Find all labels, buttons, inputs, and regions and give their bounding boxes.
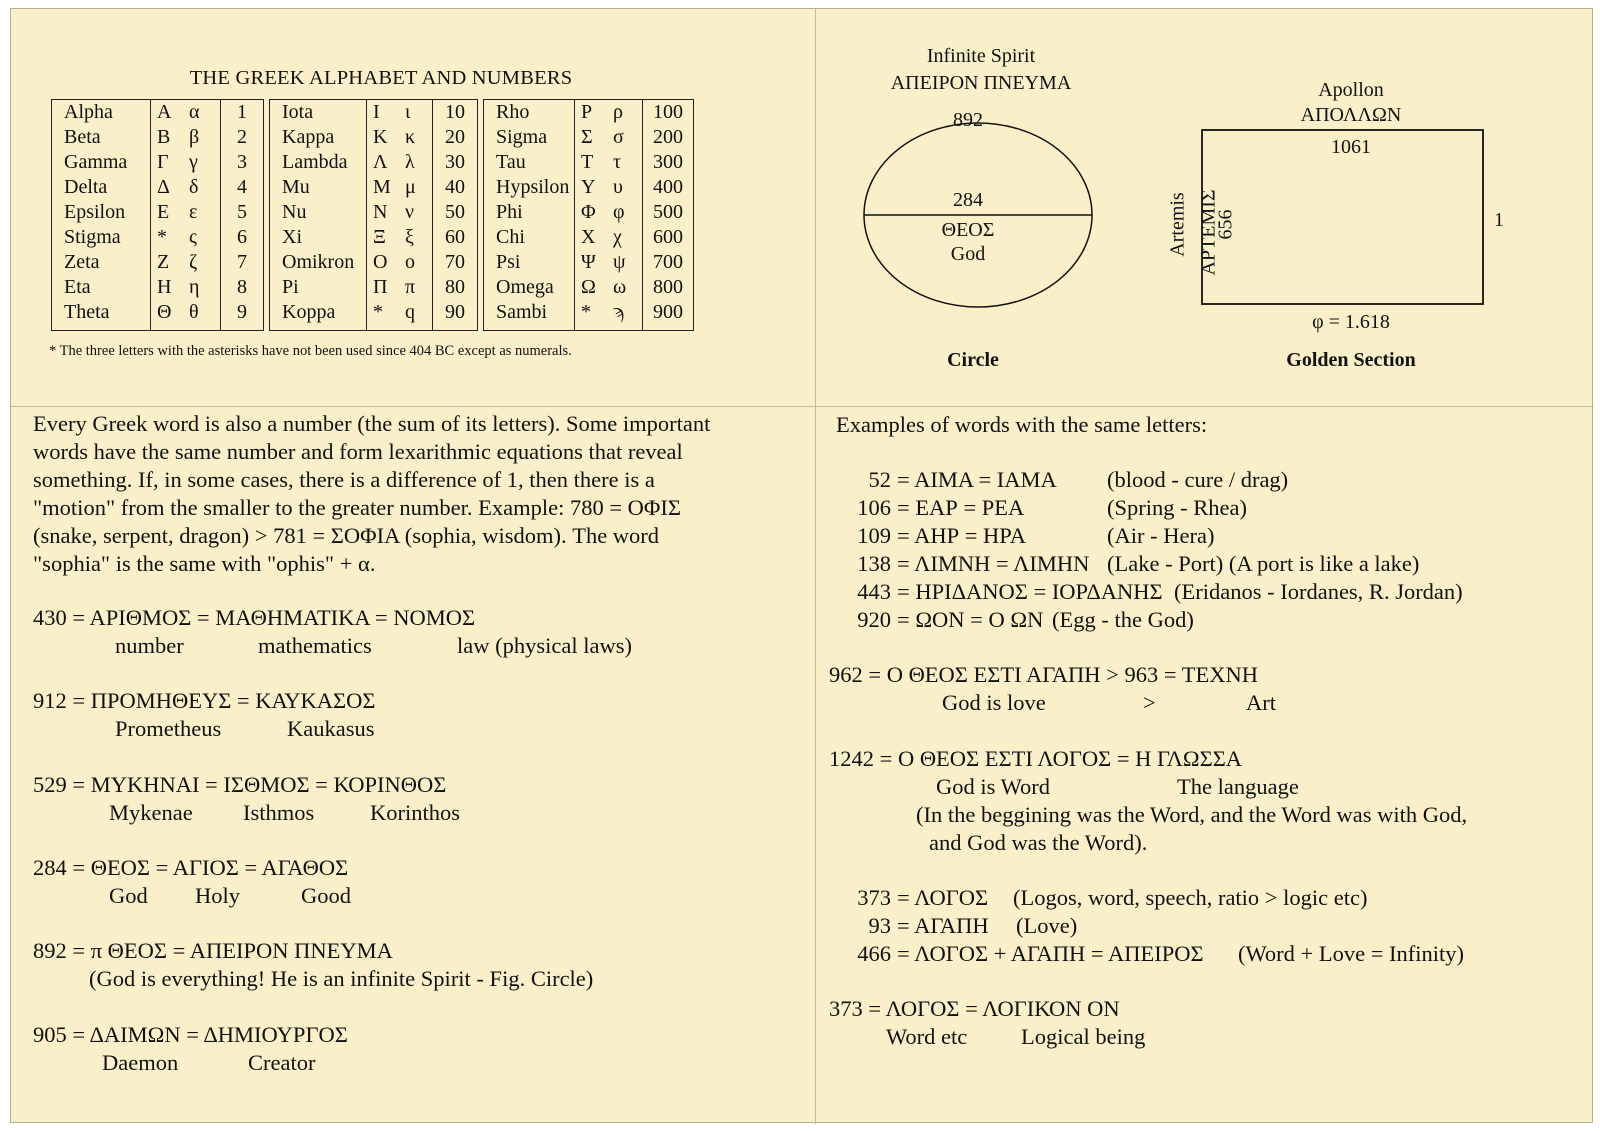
letter-glyphs: Χ χ (581, 226, 622, 248)
letter-value: 3 (237, 151, 247, 173)
logos-eq: = ΑΓΑΠΗ (897, 913, 989, 938)
gloss-daemon: Daemon (102, 1050, 179, 1075)
intro-line: "sophia" is the same with "ophis" + α. (33, 551, 376, 576)
horizontal-divider (11, 406, 1594, 407)
letter-name: Alpha (64, 101, 113, 123)
golden-top-greek: ΑΠΟΛΛΩΝ (1300, 104, 1402, 126)
logos-eq: = ΛΟΓΟΣ + ΑΓΑΠΗ = ΑΠΕΙΡΟΣ (897, 941, 1204, 966)
equation-892: 892 = π ΘΕΟΣ = ΑΠΕΙΡΟΝ ΠΝΕΥΜΑ (33, 938, 393, 963)
circle-greek-god: ΘΕΟΣ (941, 219, 995, 241)
name-column (484, 100, 574, 330)
equation-1242: 1242 = Ο ΘΕΟΣ ΕΣΤΙ ΛΟΓΟΣ = Η ΓΛΩΣΣΑ (829, 746, 1243, 771)
logos-meaning: (Logos, word, speech, ratio > logic etc) (1013, 885, 1368, 910)
glyph-column (150, 100, 220, 330)
anagram-meaning: (Lake - Port) (A port is like a lake) (1107, 551, 1420, 576)
intro-line: (snake, serpent, dragon) > 781 = ΣΟΦΙΑ (sophia, wisdom). The word (33, 523, 660, 548)
glyph-column (366, 100, 432, 330)
gloss-kaukasus: Kaukasus (287, 716, 375, 741)
intro-line: words have the same number and form lexarithmic equations that reveal (33, 439, 683, 464)
intro-line: "motion" from the smaller to the greater number. Example: 780 = ΟΦΙΣ (33, 495, 681, 520)
letter-name: Rho (496, 101, 530, 123)
anagram-eq: = ΛΙΜΝΗ = ΛΙΜΗΝ (897, 551, 1090, 576)
anagram-eq: = ΩΟΝ = Ο ΩΝ (897, 607, 1044, 632)
letter-glyphs: Ε ε (157, 201, 198, 223)
letter-value: 70 (445, 251, 465, 273)
letter-glyphs: * ϡ (581, 301, 625, 323)
letter-value: 90 (445, 301, 465, 323)
letter-name: Beta (64, 126, 101, 148)
gloss-mathematics: mathematics (258, 633, 372, 658)
letter-value: 6 (237, 226, 247, 248)
anagram-eq: = ΕΑΡ = ΡΕΑ (897, 495, 1025, 520)
alphabet-group-2 (269, 99, 478, 331)
letter-name: Koppa (282, 301, 336, 323)
letter-glyphs: Ν ν (373, 201, 415, 223)
anagram-num: 106 (857, 495, 891, 520)
anagram-num: 52 (868, 467, 891, 492)
letter-name: Pi (282, 276, 299, 298)
golden-caption: Golden Section (1286, 349, 1416, 371)
letter-glyphs: Υ υ (581, 176, 623, 198)
equation-529: 529 = ΜΥΚΗΝΑΙ = ΙΣΘΜΟΣ = ΚΟΡΙΝΘΟΣ (33, 772, 447, 797)
letter-name: Sambi (496, 301, 548, 323)
gloss-god-is-word: God is Word (936, 774, 1051, 799)
equation-373: 373 = ΛΟΓΟΣ = ΛΟΓΙΚΟΝ ΟΝ (829, 996, 1120, 1021)
equation-284: 284 = ΘΕΟΣ = ΑΓΙΟΣ = ΑΓΑΘΟΣ (33, 855, 349, 880)
letter-glyphs: Β β (157, 126, 200, 148)
letter-name: Epsilon (64, 201, 126, 223)
letter-name: Chi (496, 226, 525, 248)
sheet (10, 8, 1593, 1123)
letter-name: Kappa (282, 126, 335, 148)
vertical-divider (815, 9, 816, 1124)
letter-value: 4 (237, 176, 247, 198)
alphabet-title: THE GREEK ALPHABET AND NUMBERS (189, 67, 573, 89)
letter-glyphs: Η η (157, 276, 200, 298)
letter-name: Phi (496, 201, 523, 223)
letter-value: 50 (445, 201, 465, 223)
gloss-prometheus: Prometheus (115, 716, 222, 741)
intro-paragraph (33, 410, 710, 578)
letter-glyphs: Α α (157, 101, 200, 123)
letter-glyphs: Δ δ (157, 176, 199, 198)
letter-value: 40 (445, 176, 465, 198)
letter-glyphs: Μ μ (373, 176, 416, 198)
letter-glyphs: Ω ω (581, 276, 627, 298)
gloss-greater-than: > (1143, 690, 1156, 715)
anagram-meaning: (Eridanos - Iordanes, R. Jordan) (1174, 579, 1463, 604)
letter-name: Omikron (282, 251, 355, 273)
letter-glyphs: Ι ι (373, 101, 411, 123)
letter-name: Nu (282, 201, 307, 223)
circle-value-diameter: 284 (953, 189, 983, 211)
letter-value: 500 (653, 201, 683, 223)
name-column (52, 100, 150, 330)
gloss-god-is-love: God is love (942, 690, 1046, 715)
letter-glyphs: Π π (373, 276, 416, 298)
name-column (270, 100, 366, 330)
letter-value: 900 (653, 301, 683, 323)
circle-top-greek: ΑΠΕΙΡΟΝ ΠΝΕΥΜΑ (890, 72, 1072, 94)
anagram-meaning: (Spring - Rhea) (1107, 495, 1247, 520)
letter-value: 80 (445, 276, 465, 298)
letter-value: 100 (653, 101, 683, 123)
letter-name: Tau (496, 151, 526, 173)
letter-name: Eta (64, 276, 91, 298)
letter-value: 7 (237, 251, 247, 273)
alphabet-footnote: * The three letters with the asterisks have not been used since 404 BC except as numerals. (49, 343, 572, 359)
letter-name: Theta (64, 301, 110, 323)
intro-line: something. If, in some cases, there is a difference of 1, then there is a (33, 467, 655, 492)
gloss-the-language: The language (1177, 774, 1299, 799)
letter-glyphs: * ς (157, 226, 197, 248)
letter-name: Psi (496, 251, 521, 273)
letter-glyphs: * q (373, 301, 415, 323)
letter-value: 600 (653, 226, 683, 248)
letter-value: 5 (237, 201, 247, 223)
alphabet-group-1 (51, 99, 264, 331)
logos-num: 373 (857, 885, 891, 910)
anagram-num: 920 (857, 607, 891, 632)
letter-value: 200 (653, 126, 683, 148)
intro-line: Every Greek word is also a number (the sum of its letters). Some important (33, 411, 711, 436)
letter-name: Sigma (496, 126, 548, 148)
equation-912: 912 = ΠΡΟΜΗΘΕΥΣ = ΚΑΥΚΑΣΟΣ (33, 688, 376, 713)
quote-line: (In the beggining was the Word, and the Word was with God, (916, 802, 1468, 827)
logos-num: 93 (868, 913, 891, 938)
alphabet-group-3 (483, 99, 694, 331)
letter-glyphs: Θ θ (157, 301, 199, 323)
gloss-holy: Holy (195, 883, 240, 908)
anagram-num: 138 (857, 551, 891, 576)
equation-430: 430 = ΑΡΙΘΜΟΣ = ΜΑΘΗΜΑΤΙΚΑ = ΝΟΜΟΣ (33, 605, 476, 630)
golden-right-value: 1 (1494, 209, 1504, 231)
letter-value: 700 (653, 251, 683, 273)
gloss-number: number (115, 633, 184, 658)
letter-glyphs: Ρ ρ (581, 101, 623, 123)
logos-eq: = ΛΟΓΟΣ (897, 885, 989, 910)
gloss-god: God (109, 883, 148, 908)
letter-glyphs: Τ τ (581, 151, 622, 173)
letter-name: Gamma (64, 151, 128, 173)
letter-name: Xi (282, 226, 302, 248)
gloss-word-etc: Word etc (886, 1024, 968, 1049)
letter-name: Mu (282, 176, 310, 198)
value-column (642, 100, 693, 330)
gloss-good: Good (301, 883, 351, 908)
logos-meaning: (Love) (1016, 913, 1078, 938)
letter-value: 400 (653, 176, 683, 198)
circle-value-top: 892 (953, 109, 983, 131)
letter-glyphs: Σ σ (581, 126, 624, 148)
anagram-eq: = ΗΡΙΔΑΝΟΣ = ΙΟΡΔΑΝΗΣ (897, 579, 1163, 604)
letter-name: Lambda (282, 151, 348, 173)
quote-line: and God was the Word). (929, 830, 1148, 855)
letter-value: 9 (237, 301, 247, 323)
value-column (220, 100, 263, 330)
letter-name: Omega (496, 276, 554, 298)
letter-glyphs: Λ λ (373, 151, 415, 173)
letter-glyphs: Ο ο (373, 251, 415, 273)
letter-value: 8 (237, 276, 247, 298)
letter-name: Zeta (64, 251, 100, 273)
letter-value: 10 (445, 101, 465, 123)
golden-top-label: Apollon (1318, 79, 1384, 101)
letter-name: Iota (282, 101, 314, 123)
letter-value: 20 (445, 126, 465, 148)
letter-name: Delta (64, 176, 108, 198)
anagram-meaning: (Air - Hera) (1107, 523, 1215, 548)
golden-phi: φ = 1.618 (1312, 311, 1390, 333)
letter-glyphs: Γ γ (157, 151, 198, 173)
glyph-column (574, 100, 642, 330)
letter-glyphs: Ψ ψ (581, 251, 626, 273)
letter-glyphs: Κ κ (373, 126, 416, 148)
anagram-eq: = ΑΗΡ = ΗΡΑ (897, 523, 1026, 548)
logos-meaning: (Word + Love = Infinity) (1238, 941, 1465, 966)
letter-value: 60 (445, 226, 465, 248)
letter-value: 1 (237, 101, 247, 123)
circle-top-label: Infinite Spirit (926, 45, 1036, 67)
golden-side-value: 656 (1214, 209, 1237, 240)
anagram-heading: Examples of words with the same letters: (836, 412, 1208, 437)
golden-side-label: Artemis (1166, 192, 1189, 257)
anagram-meaning: (blood - cure / drag) (1107, 467, 1289, 492)
letter-value: 800 (653, 276, 683, 298)
gloss-infinite-spirit: (God is everything! He is an infinite Spirit - Fig. Circle) (89, 966, 594, 991)
letter-glyphs: Φ φ (581, 201, 625, 223)
letter-glyphs: Ζ ζ (157, 251, 198, 273)
circle-caption: Circle (947, 349, 999, 371)
gloss-logical-being: Logical being (1021, 1024, 1146, 1049)
letter-value: 300 (653, 151, 683, 173)
anagram-meaning: (Egg - the God) (1052, 607, 1194, 632)
golden-side-greek: ΑΡΤΕΜΙΣ (1197, 189, 1220, 276)
gloss-law: law (physical laws) (457, 633, 632, 658)
equation-905: 905 = ΔΑΙΜΩΝ = ΔΗΜΙΟΥΡΓΟΣ (33, 1022, 348, 1047)
letter-glyphs: Ξ ξ (373, 226, 414, 248)
equation-962: 962 = Ο ΘΕΟΣ ΕΣΤΙ ΑΓΑΠΗ > 963 = ΤΕΧΝΗ (829, 662, 1258, 687)
anagram-num: 443 (857, 579, 891, 604)
value-column (432, 100, 477, 330)
letter-value: 2 (237, 126, 247, 148)
gloss-art: Art (1246, 690, 1276, 715)
anagram-eq: = ΑΙΜΑ = ΙΑΜΑ (897, 467, 1057, 492)
circle-english-god: God (950, 243, 986, 265)
gloss-isthmos: Isthmos (243, 800, 315, 825)
logos-num: 466 (857, 941, 891, 966)
anagram-num: 109 (857, 523, 891, 548)
letter-name: Hypsilon (496, 176, 570, 198)
letter-name: Stigma (64, 226, 121, 248)
gloss-mykenae: Mykenae (109, 800, 193, 825)
golden-value-top: 1061 (1331, 136, 1371, 158)
gloss-korinthos: Korinthos (370, 800, 460, 825)
gloss-creator: Creator (248, 1050, 316, 1075)
letter-value: 30 (445, 151, 465, 173)
